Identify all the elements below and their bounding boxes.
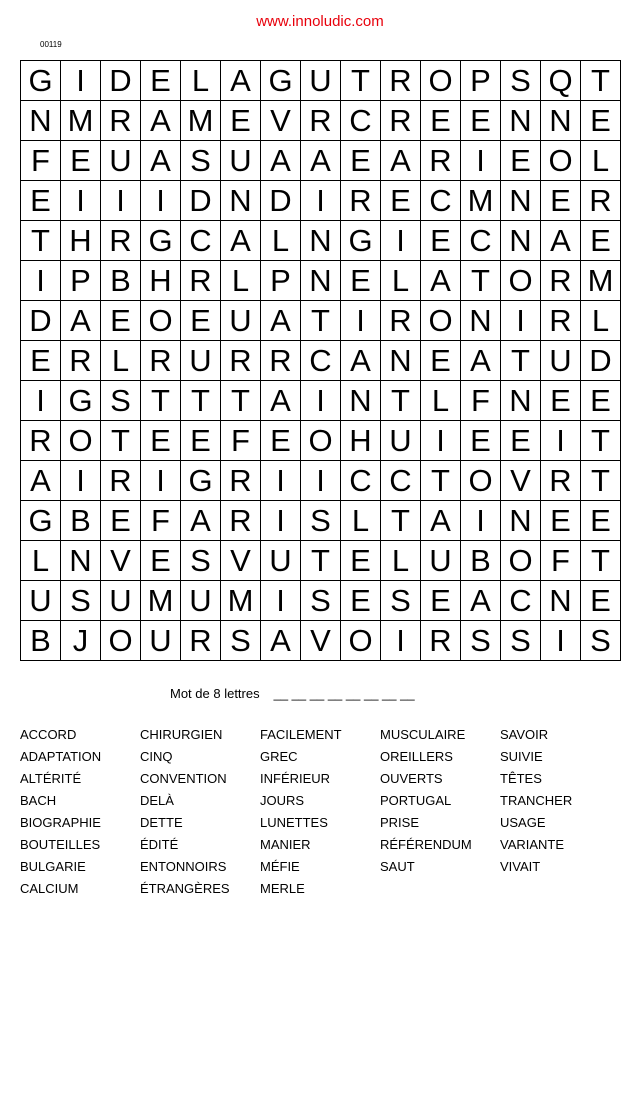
word-list-column — [500, 728, 620, 882]
grid-cell[interactable]: A — [381, 141, 421, 181]
grid-cell[interactable]: M — [141, 581, 181, 621]
word-list-item: ADAPTATION — [20, 749, 102, 764]
grid-cell[interactable]: T — [461, 261, 501, 301]
grid-cell[interactable]: E — [341, 141, 381, 181]
grid-cell[interactable]: N — [461, 301, 501, 341]
grid-cell[interactable]: E — [421, 581, 461, 621]
grid-cell[interactable]: E — [141, 421, 181, 461]
grid-cell[interactable]: S — [581, 621, 621, 661]
grid-cell[interactable]: T — [301, 301, 341, 341]
grid-cell[interactable]: G — [261, 61, 301, 101]
grid-cell[interactable]: U — [181, 581, 221, 621]
grid-cell[interactable]: R — [181, 621, 221, 661]
grid-cell[interactable]: A — [141, 141, 181, 181]
grid-cell[interactable]: A — [301, 141, 341, 181]
word-list-item: USAGE — [500, 815, 546, 830]
grid-cell[interactable]: T — [101, 421, 141, 461]
grid-cell[interactable]: R — [101, 461, 141, 501]
grid-cell[interactable]: O — [541, 141, 581, 181]
grid-cell[interactable]: A — [421, 501, 461, 541]
grid-cell[interactable]: I — [141, 461, 181, 501]
grid-cell[interactable]: M — [581, 261, 621, 301]
grid-cell[interactable]: I — [301, 181, 341, 221]
word-list-item: SUIVIE — [500, 749, 543, 764]
grid-cell[interactable]: A — [261, 381, 301, 421]
grid-cell[interactable]: F — [21, 141, 61, 181]
grid-cell[interactable]: V — [301, 621, 341, 661]
word-list-item: MÉFIE — [260, 859, 300, 874]
grid-cell[interactable]: I — [461, 501, 501, 541]
grid-cell[interactable]: H — [341, 421, 381, 461]
grid-cell[interactable]: I — [461, 141, 501, 181]
hidden-word-slots[interactable]: __ __ __ __ __ __ __ __ — [273, 686, 415, 701]
word-list-item: MANIER — [260, 837, 311, 852]
grid-cell[interactable]: A — [341, 341, 381, 381]
grid-cell[interactable]: T — [141, 381, 181, 421]
grid-cell[interactable]: R — [421, 141, 461, 181]
grid-cell[interactable]: R — [221, 501, 261, 541]
grid-cell[interactable]: D — [101, 61, 141, 101]
grid-cell[interactable]: I — [301, 461, 341, 501]
grid-cell[interactable]: A — [261, 621, 301, 661]
grid-cell[interactable]: T — [581, 61, 621, 101]
grid-cell[interactable]: E — [101, 501, 141, 541]
word-list — [20, 728, 620, 898]
grid-cell[interactable]: R — [101, 101, 141, 141]
grid-cell[interactable]: I — [421, 421, 461, 461]
grid-cell[interactable]: Q — [541, 61, 581, 101]
grid-cell[interactable]: U — [21, 581, 61, 621]
grid-cell[interactable]: G — [21, 61, 61, 101]
grid-cell[interactable]: M — [181, 101, 221, 141]
grid-cell[interactable]: I — [61, 61, 101, 101]
grid-cell[interactable]: T — [301, 541, 341, 581]
grid-cell[interactable]: T — [21, 221, 61, 261]
word-list-item: FACILEMENT — [260, 727, 342, 742]
grid-cell[interactable]: E — [581, 501, 621, 541]
grid-cell[interactable]: R — [421, 621, 461, 661]
grid-cell[interactable]: T — [501, 341, 541, 381]
grid-cell[interactable]: T — [181, 381, 221, 421]
grid-cell[interactable]: C — [461, 221, 501, 261]
word-list-item: PORTUGAL — [380, 793, 452, 808]
word-list-item: BOUTEILLES — [20, 837, 101, 852]
grid-cell[interactable]: L — [581, 301, 621, 341]
grid-cell[interactable]: F — [461, 381, 501, 421]
grid-cell[interactable]: R — [221, 461, 261, 501]
word-list-item: BIOGRAPHIE — [20, 815, 101, 830]
word-list-item: TÊTES — [500, 771, 542, 786]
grid-cell[interactable]: I — [541, 621, 581, 661]
grid-cell[interactable]: E — [581, 101, 621, 141]
grid-cell[interactable]: V — [221, 541, 261, 581]
grid-cell[interactable]: N — [501, 381, 541, 421]
grid-cell[interactable]: E — [421, 101, 461, 141]
grid-cell[interactable]: D — [581, 341, 621, 381]
grid-cell[interactable]: I — [261, 581, 301, 621]
grid-cell[interactable]: U — [101, 581, 141, 621]
grid-cell[interactable]: C — [181, 221, 221, 261]
word-list-item: ALTÉRITÉ — [20, 771, 82, 786]
word-list-item: TRANCHER — [500, 793, 573, 808]
word-list-item: MUSCULAIRE — [380, 727, 466, 742]
grid-cell[interactable]: L — [181, 61, 221, 101]
grid-cell[interactable]: F — [221, 421, 261, 461]
grid-cell[interactable]: V — [501, 461, 541, 501]
grid-cell[interactable]: F — [541, 541, 581, 581]
grid-cell[interactable]: L — [221, 261, 261, 301]
word-list-item: MERLE — [260, 881, 305, 896]
word-list-item: CINQ — [140, 749, 173, 764]
grid-cell[interactable]: E — [581, 381, 621, 421]
grid-cell[interactable]: U — [221, 301, 261, 341]
grid-cell[interactable]: N — [501, 101, 541, 141]
grid-cell[interactable]: T — [341, 61, 381, 101]
grid-cell[interactable]: A — [421, 261, 461, 301]
grid-cell[interactable]: I — [341, 301, 381, 341]
grid-cell[interactable]: T — [581, 461, 621, 501]
word-list-column — [380, 728, 500, 882]
grid-cell[interactable]: E — [21, 341, 61, 381]
grid-cell[interactable]: I — [261, 461, 301, 501]
grid-cell[interactable]: O — [141, 301, 181, 341]
grid-cell[interactable]: P — [261, 261, 301, 301]
grid-cell[interactable]: E — [261, 421, 301, 461]
grid-cell[interactable]: G — [141, 221, 181, 261]
grid-cell[interactable]: E — [461, 421, 501, 461]
grid-cell[interactable]: U — [221, 141, 261, 181]
grid-cell[interactable]: E — [581, 221, 621, 261]
grid-cell[interactable]: G — [61, 381, 101, 421]
grid-cell[interactable]: I — [21, 261, 61, 301]
grid-cell[interactable]: B — [101, 261, 141, 301]
grid-cell[interactable]: T — [381, 501, 421, 541]
word-list-item: CONVENTION — [140, 771, 227, 786]
grid-cell[interactable]: B — [61, 501, 101, 541]
grid-cell[interactable]: L — [381, 541, 421, 581]
grid-cell[interactable]: P — [61, 261, 101, 301]
grid-cell[interactable]: N — [301, 261, 341, 301]
grid-cell[interactable]: E — [101, 301, 141, 341]
grid-cell[interactable]: S — [181, 141, 221, 181]
grid-cell[interactable]: M — [221, 581, 261, 621]
grid-cell[interactable]: L — [101, 341, 141, 381]
grid-cell[interactable]: A — [461, 581, 501, 621]
word-list-item: OREILLERS — [380, 749, 453, 764]
word-list-item: BULGARIE — [20, 859, 86, 874]
grid-cell[interactable]: N — [301, 221, 341, 261]
grid-cell[interactable]: O — [501, 261, 541, 301]
site-url-link[interactable]: www.innoludic.com — [256, 13, 384, 30]
grid-cell[interactable]: O — [301, 421, 341, 461]
grid-cell[interactable]: N — [501, 181, 541, 221]
grid-cell[interactable]: N — [501, 221, 541, 261]
word-list-item: VIVAIT — [500, 859, 541, 874]
grid-cell[interactable]: A — [541, 221, 581, 261]
grid-cell[interactable]: R — [581, 181, 621, 221]
grid-cell[interactable]: D — [261, 181, 301, 221]
grid-cell[interactable]: S — [501, 61, 541, 101]
grid-cell[interactable]: D — [181, 181, 221, 221]
grid-cell[interactable]: V — [261, 101, 301, 141]
grid-cell[interactable]: E — [61, 141, 101, 181]
grid-cell[interactable]: U — [261, 541, 301, 581]
grid-cell[interactable]: O — [101, 621, 141, 661]
grid-cell[interactable]: E — [501, 141, 541, 181]
grid-cell[interactable]: E — [181, 421, 221, 461]
grid-cell[interactable]: I — [381, 221, 421, 261]
grid-cell[interactable]: A — [141, 101, 181, 141]
grid-cell[interactable]: I — [21, 381, 61, 421]
grid-cell[interactable]: U — [541, 341, 581, 381]
word-list-item: PRISE — [380, 815, 420, 830]
word-list-item: ÉTRANGÈRES — [140, 881, 230, 896]
grid-cell[interactable]: N — [221, 181, 261, 221]
word-list-item: CHIRURGIEN — [140, 727, 223, 742]
grid-cell[interactable]: N — [541, 101, 581, 141]
grid-cell[interactable]: U — [381, 421, 421, 461]
grid-cell[interactable]: U — [101, 141, 141, 181]
grid-cell[interactable]: T — [421, 461, 461, 501]
grid-cell[interactable]: E — [381, 181, 421, 221]
grid-cell[interactable]: I — [61, 181, 101, 221]
grid-cell[interactable]: I — [61, 461, 101, 501]
word-list-item: OUVERTS — [380, 771, 443, 786]
grid-cell[interactable]: E — [141, 541, 181, 581]
grid-cell[interactable]: R — [221, 341, 261, 381]
grid-cell[interactable]: S — [461, 621, 501, 661]
grid-cell[interactable]: N — [381, 341, 421, 381]
hidden-word-label: Mot de 8 lettres — [170, 686, 260, 701]
grid-cell[interactable]: C — [341, 461, 381, 501]
grid-cell[interactable]: M — [461, 181, 501, 221]
grid-cell[interactable]: T — [581, 421, 621, 461]
word-list-item: SAVOIR — [500, 727, 549, 742]
grid-cell[interactable]: G — [341, 221, 381, 261]
grid-cell[interactable]: M — [61, 101, 101, 141]
grid-cell[interactable]: A — [221, 221, 261, 261]
word-list-item: GREC — [260, 749, 298, 764]
grid-cell[interactable]: E — [21, 181, 61, 221]
grid-cell[interactable]: C — [421, 181, 461, 221]
grid-cell[interactable]: S — [301, 581, 341, 621]
grid-cell[interactable]: A — [21, 461, 61, 501]
grid-cell[interactable]: A — [181, 501, 221, 541]
hidden-word-row — [170, 686, 415, 701]
word-list-column — [140, 728, 260, 904]
word-search-grid — [20, 60, 621, 661]
grid-cell[interactable]: R — [381, 101, 421, 141]
grid-cell[interactable]: R — [341, 181, 381, 221]
grid-cell[interactable]: B — [461, 541, 501, 581]
word-list-item: INFÉRIEUR — [260, 771, 331, 786]
grid-cell[interactable]: R — [141, 341, 181, 381]
grid-cell[interactable]: L — [341, 501, 381, 541]
grid-cell[interactable]: E — [541, 381, 581, 421]
grid-cell[interactable]: U — [301, 61, 341, 101]
grid-cell[interactable]: A — [261, 141, 301, 181]
grid-cell[interactable]: I — [381, 621, 421, 661]
grid-cell[interactable]: L — [21, 541, 61, 581]
grid-cell[interactable]: S — [501, 621, 541, 661]
grid-cell[interactable]: L — [421, 381, 461, 421]
grid-cell[interactable]: L — [381, 261, 421, 301]
grid-cell[interactable]: U — [181, 341, 221, 381]
word-list-item: CALCIUM — [20, 881, 79, 896]
word-list-item: VARIANTE — [500, 837, 565, 852]
grid-cell[interactable]: T — [221, 381, 261, 421]
puzzle-id: 00119 — [40, 40, 62, 49]
grid-cell[interactable]: H — [61, 221, 101, 261]
grid-cell[interactable]: O — [341, 621, 381, 661]
grid-cell[interactable]: E — [221, 101, 261, 141]
grid-cell[interactable]: D — [21, 301, 61, 341]
grid-cell[interactable]: R — [541, 461, 581, 501]
grid-cell[interactable]: E — [141, 61, 181, 101]
grid-cell[interactable]: R — [301, 101, 341, 141]
grid-cell[interactable]: H — [141, 261, 181, 301]
word-list-column — [260, 728, 380, 904]
grid-cell[interactable]: O — [461, 461, 501, 501]
grid-cell[interactable]: E — [341, 261, 381, 301]
grid-cell[interactable]: E — [541, 181, 581, 221]
grid-cell[interactable]: C — [301, 341, 341, 381]
grid-cell[interactable]: I — [501, 301, 541, 341]
word-list-item: DELÀ — [140, 793, 174, 808]
grid-cell[interactable]: S — [301, 501, 341, 541]
grid-cell[interactable]: U — [421, 541, 461, 581]
grid-cell[interactable]: G — [21, 501, 61, 541]
word-list-item: ENTONNOIRS — [140, 859, 227, 874]
grid-cell[interactable]: A — [261, 301, 301, 341]
grid-cell[interactable]: O — [421, 301, 461, 341]
word-list-item: JOURS — [260, 793, 305, 808]
grid-cell[interactable]: E — [501, 421, 541, 461]
grid-cell[interactable]: I — [261, 501, 301, 541]
grid-cell[interactable]: S — [221, 621, 261, 661]
grid-cell[interactable]: B — [21, 621, 61, 661]
grid-cell[interactable]: N — [341, 381, 381, 421]
grid-cell[interactable]: C — [501, 581, 541, 621]
grid-cell[interactable]: I — [141, 181, 181, 221]
word-list-item: DETTE — [140, 815, 183, 830]
grid-cell[interactable]: P — [461, 61, 501, 101]
grid-cell[interactable]: E — [541, 501, 581, 541]
grid-cell[interactable]: S — [101, 381, 141, 421]
grid-cell[interactable]: R — [541, 301, 581, 341]
word-list-item: ÉDITÉ — [140, 837, 179, 852]
grid-cell[interactable]: S — [61, 581, 101, 621]
grid-cell[interactable]: O — [61, 421, 101, 461]
grid-cell[interactable]: C — [341, 101, 381, 141]
grid-cell[interactable]: T — [581, 541, 621, 581]
grid-cell[interactable]: E — [181, 301, 221, 341]
word-list-item: ACCORD — [20, 727, 77, 742]
grid-cell[interactable]: T — [381, 381, 421, 421]
grid-cell[interactable]: I — [541, 421, 581, 461]
grid-cell[interactable]: L — [261, 221, 301, 261]
grid-cell[interactable]: R — [381, 61, 421, 101]
grid-cell[interactable]: O — [501, 541, 541, 581]
grid-cell[interactable]: I — [101, 181, 141, 221]
grid-cell[interactable]: L — [581, 141, 621, 181]
grid-cell[interactable]: S — [381, 581, 421, 621]
grid-cell[interactable]: A — [221, 61, 261, 101]
grid-cell[interactable]: E — [421, 341, 461, 381]
grid-cell[interactable]: R — [381, 301, 421, 341]
grid-cell[interactable]: R — [181, 261, 221, 301]
word-list-item: RÉFÉRENDUM — [380, 837, 472, 852]
grid-cell[interactable]: R — [61, 341, 101, 381]
grid-cell[interactable]: G — [181, 461, 221, 501]
grid-cell[interactable]: F — [141, 501, 181, 541]
grid-cell[interactable]: C — [381, 461, 421, 501]
grid-cell[interactable]: I — [301, 381, 341, 421]
grid-cell[interactable]: R — [101, 221, 141, 261]
grid-cell[interactable]: R — [261, 341, 301, 381]
grid-cell[interactable]: N — [21, 101, 61, 141]
word-list-item: LUNETTES — [260, 815, 328, 830]
grid-cell[interactable]: N — [61, 541, 101, 581]
word-list-item: BACH — [20, 793, 57, 808]
word-list-column — [20, 728, 140, 904]
grid-cell[interactable]: E — [461, 101, 501, 141]
grid-cell[interactable]: V — [101, 541, 141, 581]
word-list-item: SAUT — [380, 859, 415, 874]
grid-cell[interactable]: A — [461, 341, 501, 381]
grid-cell[interactable]: N — [501, 501, 541, 541]
grid-cell[interactable]: S — [181, 541, 221, 581]
grid-cell[interactable]: N — [541, 581, 581, 621]
grid-cell[interactable]: O — [421, 61, 461, 101]
grid-cell[interactable]: E — [581, 581, 621, 621]
grid-cell[interactable]: R — [21, 421, 61, 461]
grid-cell[interactable]: R — [541, 261, 581, 301]
grid-cell[interactable]: J — [61, 621, 101, 661]
grid-cell[interactable]: U — [141, 621, 181, 661]
grid-cell[interactable]: E — [341, 541, 381, 581]
grid-cell[interactable]: E — [421, 221, 461, 261]
grid-cell[interactable]: E — [341, 581, 381, 621]
grid-cell[interactable]: A — [61, 301, 101, 341]
